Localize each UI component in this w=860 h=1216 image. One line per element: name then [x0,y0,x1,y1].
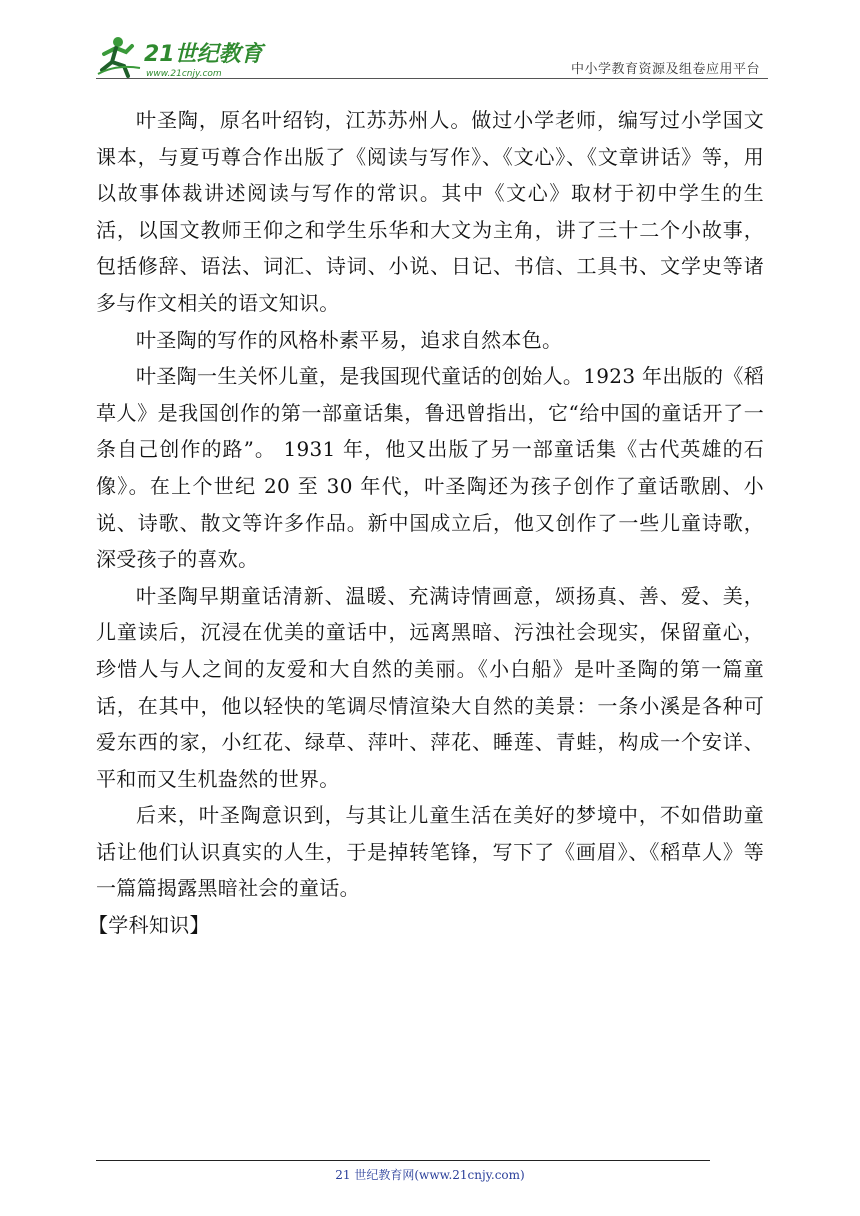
section-heading: 【学科知识】 [88,913,210,938]
paragraph: 叶圣陶，原名叶绍钧，江苏苏州人。做过小学老师，编写过小学国文课本，与夏丏尊合作出版了《阅读与写作》、《文心》、《文章讲话》等，用以故事体裁讲述阅读与写作的常识。其中《文心》取材于初中学生的生活，以国文教师王仰之和学生乐华和大文为主角，讲了三十二个小故事，包括修辞、语法、词汇、诗词、小说、日记、书信、工具书、文学史等诸多与作文相关的语文知识。 [96,108,764,315]
running-figure-icon [96,34,266,80]
paragraph: 叶圣陶的写作的风格朴素平易，追求自然本色。 [136,327,563,352]
page-footer: 21 世纪教育网(www.21cnjy.com) [335,1168,525,1182]
footer-divider [96,1160,710,1161]
paragraph: 后来，叶圣陶意识到，与其让儿童生活在美好的梦境中，不如借助童话让他们认识真实的人生，于是掉转笔锋，写下了《画眉》、《稻草人》等一篇篇揭露黑暗社会的童话。 [96,803,764,901]
page-header [96,34,768,80]
paragraph: 叶圣陶早期童话清新、温暖、充满诗情画意，颂扬真、善、爱、美，儿童读后，沉浸在优美的童话中，远离黑暗、污浊社会现实，保留童心，珍惜人与人之间的友爱和大自然的美丽。《小白船》是叶圣陶的第一篇童话，在其中，他以轻快的笔调尽情渲染大自然的美景：一条小溪是各种可爱东西的家，小红花、绿草、萍叶、萍花、睡莲、青蛙，构成一个安详、平和而又生机盎然的世界。 [96,583,764,791]
header-divider [96,78,768,79]
site-logo [96,34,266,80]
logo-url-text: www.21cnjy.com [146,69,222,79]
site-tagline: 中小学教育资源及组卷应用平台 [570,62,760,77]
logo-text: 21世纪教育 [144,42,263,67]
document-body [88,102,764,944]
paragraph: 叶圣陶一生关怀儿童，是我国现代童话的创始人。1923 年出版的《稻草人》是我国创作的第一部童话集，鲁迅曾指出，它“给中国的童话开了一条自己创作的路”。 1931 年，他又出版了另一部童话集《古代英雄的石像》。在上个世纪 20 至 30 年代，叶圣陶还为孩子创作了童话歌剧、小说、诗歌、散文等许多作品。新中国成立后，他又创作了一些儿童诗歌，深受孩子的喜欢。 [96,364,764,572]
